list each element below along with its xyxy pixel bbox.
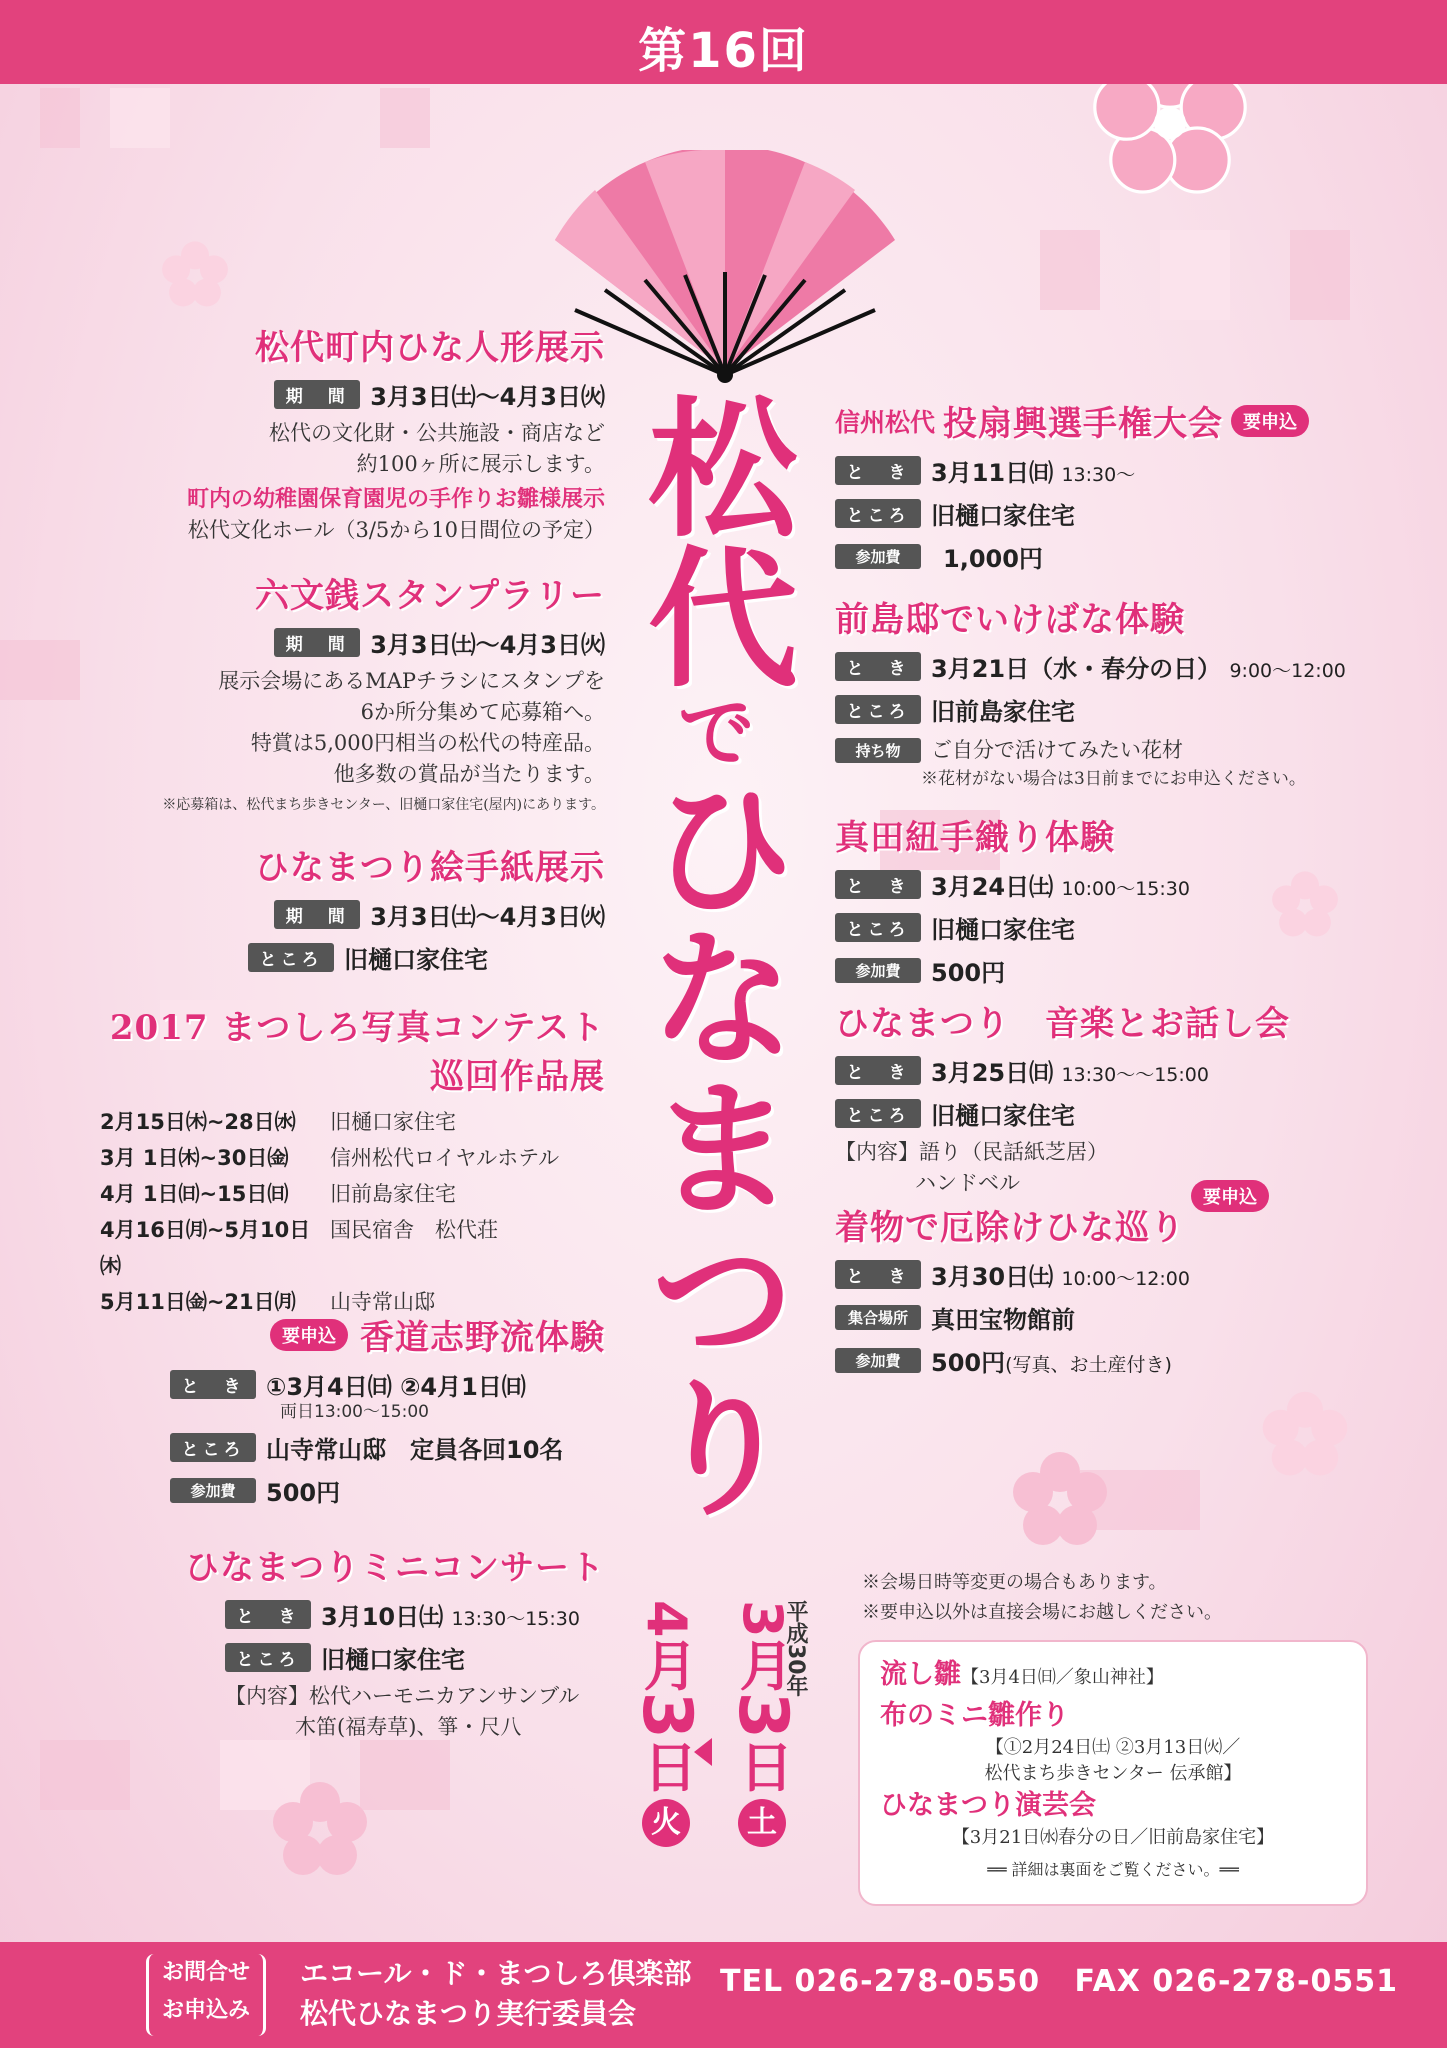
fee-tag: 参加費 (170, 1478, 256, 1503)
inquiry-label (146, 1954, 266, 2036)
bring-tag: 持ち物 (835, 738, 921, 763)
end-month: 4 (635, 1600, 698, 1638)
when-tag: と き (835, 1056, 921, 1085)
plum-blossom-icon (1010, 1450, 1110, 1550)
section-ikebana (835, 592, 1395, 792)
period-tag: 期 間 (274, 900, 360, 929)
desc-line: 6か所分集めて応募箱へ。 (360, 700, 605, 724)
when-value: 3月11日㈰ (931, 459, 1054, 487)
info-title: 布のミニ雛作り (880, 1700, 1069, 1731)
section-doll-display (70, 320, 605, 546)
when-sub: 両日13:00～15:00 (280, 1402, 429, 1422)
desc-line: 約100ヶ所に展示します。 (356, 452, 605, 476)
bring-value: ご自分で活けてみたい花材 (931, 738, 1183, 762)
table-row (100, 1176, 605, 1212)
section-title: 六文銭スタンプラリー (255, 576, 605, 616)
organizer (300, 1954, 691, 2034)
contest-venue: 信州松代ロイヤルホテル (330, 1146, 560, 1170)
end-month-unit: 月 (635, 1637, 698, 1692)
info-value: 松代まち歩きセンター 伝承館】 (984, 1763, 1242, 1784)
section-letter-display (70, 840, 605, 975)
section-fan-throwing (835, 396, 1395, 574)
desc-line: 他多数の賞品が当たります。 (333, 762, 605, 786)
fee-value: 500円 (931, 959, 1006, 987)
section-title: 投扇興選手権大会 (943, 404, 1224, 444)
bg-tile (1160, 230, 1230, 320)
organizer-line: エコール・ド・まつしろ倶楽部 (300, 1957, 692, 1990)
fee-note: (写真、お土産付き) (1005, 1354, 1172, 1376)
section-title: ひなまつりミニコンサート (185, 1548, 605, 1588)
place-tag: ところ (225, 1643, 311, 1672)
period-tag: 期 間 (274, 628, 360, 657)
end-date (627, 1600, 706, 1847)
plum-blossom-icon (160, 240, 230, 310)
table-row (100, 1212, 605, 1284)
contact-numbers (720, 1964, 1398, 1999)
bg-tile (40, 88, 80, 148)
end-day: 3 (627, 1691, 706, 1739)
time-value: 13:30～～15:00 (1061, 1064, 1209, 1086)
contest-date: 4月 1日㈰~15日㈰ (100, 1182, 289, 1206)
arrow-left-icon (694, 1738, 712, 1766)
contest-schedule (100, 1104, 605, 1320)
footer-band (0, 1942, 1447, 2048)
bg-tile (380, 88, 430, 148)
section-prefix: 信州松代 (835, 407, 936, 437)
section-title: 香道志野流体験 (360, 1318, 605, 1358)
place-value: 旧前島家住宅 (931, 698, 1075, 726)
end-weekday-badge: 火 (642, 1799, 690, 1847)
section-stamp-rally (70, 568, 605, 821)
section-music-talk (835, 996, 1395, 1199)
place-tag: ところ (835, 499, 921, 528)
main-title-part2: で (663, 690, 757, 770)
tel-number[interactable]: TEL 026-278-0550 (720, 1964, 1041, 1999)
period-value: 3月3日㈯～4月3日㈫ (370, 903, 605, 931)
fee-value: 500円 (931, 1349, 1006, 1377)
when-tag: と き (835, 1260, 921, 1289)
place-tag: ところ (248, 943, 334, 972)
bg-tile (110, 88, 170, 148)
inquiry-line: お申込み (161, 1998, 250, 2023)
section-kimono-tour (835, 1180, 1395, 1378)
note-line: ※要申込以外は直接会場にお越しください。 (862, 1602, 1222, 1623)
info-title: ひなまつり演芸会 (880, 1790, 1096, 1821)
section-weaving (835, 810, 1395, 988)
info-value: 【3月4日㈰／象山神社】 (961, 1667, 1164, 1688)
sub-title: 町内の幼稚園保育園児の手作りお雛様展示 (186, 486, 605, 512)
place-value: 旧樋口家住宅 (931, 916, 1075, 944)
section-title: 着物で厄除けひな巡り (835, 1208, 1185, 1248)
desc-line: 松代文化ホール（3/5から10日間位の予定） (187, 518, 605, 542)
start-day: 3 (723, 1691, 802, 1739)
main-title-part3: ひなまつり (622, 770, 798, 1520)
info-box (858, 1640, 1368, 1906)
contest-venue: 旧樋口家住宅 (330, 1110, 456, 1134)
fee-value: 1,000円 (943, 545, 1043, 573)
when-tag: と き (835, 456, 921, 485)
contest-date: 2月15日㈭~28日㈬ (100, 1110, 296, 1134)
fee-tag: 参加費 (835, 958, 921, 983)
place-value: 旧樋口家住宅 (344, 946, 488, 974)
main-title-part1: 松代 (622, 390, 798, 690)
section-title: ひなまつり絵手紙展示 (255, 848, 605, 888)
place-value: 旧樋口家住宅 (931, 502, 1075, 530)
content-line: ハンドベル (915, 1171, 1020, 1195)
place-tag: ところ (835, 913, 921, 942)
meeting-place-tag: 集合場所 (835, 1305, 921, 1330)
period-tag: 期 間 (274, 380, 360, 409)
place-value: 山寺常山邸 定員各回10名 (266, 1436, 564, 1464)
start-day-unit: 日 (731, 1738, 794, 1793)
info-footnote: ══ 詳細は裏面をご覧ください。══ (987, 1860, 1239, 1879)
main-title (620, 390, 800, 1520)
when-tag: と き (835, 652, 921, 681)
start-month-unit: 月 (731, 1637, 794, 1692)
desc-line: 展示会場にあるMAPチラシにスタンプを (218, 669, 605, 693)
place-value: 旧樋口家住宅 (321, 1646, 465, 1674)
fee-tag: 参加費 (835, 1348, 921, 1373)
period-value: 3月3日㈯～4月3日㈫ (370, 631, 605, 659)
start-month: 3 (731, 1600, 794, 1638)
time-value: 10:00～12:00 (1061, 1268, 1190, 1290)
contest-venue: 国民宿舎 松代荘 (330, 1218, 498, 1242)
content-line: 【内容】語り（民話紙芝居） (835, 1140, 1108, 1164)
when-tag: と き (835, 870, 921, 899)
place-tag: ところ (835, 1099, 921, 1128)
place-value: 旧樋口家住宅 (931, 1102, 1075, 1130)
when-value: 3月30日㈯ (931, 1263, 1054, 1291)
note-line: ※花材がない場合は3日前までにお申込ください。 (921, 769, 1306, 789)
table-row (100, 1140, 605, 1176)
bg-tile (0, 640, 80, 700)
inquiry-line: お問合せ (161, 1960, 250, 1985)
registration-required-badge: 要申込 (270, 1319, 348, 1351)
when-value: 3月24日㈯ (931, 873, 1054, 901)
time-value: 13:30～15:30 (451, 1608, 580, 1630)
content-line: 木笛(福寿草)、箏・尺八 (295, 1715, 522, 1739)
info-value: 【3月21日㈬春分の日／旧前島家住宅】 (951, 1827, 1275, 1848)
section-photo-contest (100, 1000, 605, 1320)
start-weekday-badge: 土 (738, 1799, 786, 1847)
info-value: 【①2月24日㈯ ②3月13日㈫／ (985, 1737, 1241, 1758)
desc-line: 特賞は5,000円相当の松代の特産品。 (250, 731, 605, 755)
time-value: 9:00～12:00 (1229, 660, 1346, 682)
section-title: 巡回作品展 (430, 1057, 605, 1097)
organizer-line: 松代ひなまつり実行委員会 (300, 1997, 637, 2030)
contest-venue: 旧前島家住宅 (330, 1182, 456, 1206)
when-value: 3月25日㈰ (931, 1059, 1054, 1087)
when-value: ①3月4日㈰ ②4月1日㈰ (266, 1373, 526, 1401)
when-value: 3月21日（水・春分の日） (931, 655, 1222, 683)
info-title: 流し雛 (880, 1659, 961, 1690)
contest-date: 5月11日㈮~21日㈪ (100, 1290, 296, 1314)
contest-venue: 山寺常山邸 (330, 1290, 435, 1314)
desc-line: 松代の文化財・公共施設・商店など (269, 421, 605, 445)
era-label: 平成30年 (783, 1600, 808, 1697)
bg-tile (1040, 230, 1100, 310)
fax-number: FAX 026-278-0551 (1074, 1964, 1399, 1999)
registration-required-badge: 要申込 (1191, 1180, 1269, 1212)
edition-label: 第16回 (638, 23, 809, 79)
content-line: 【内容】松代ハーモニカアンサンブル (225, 1684, 580, 1708)
bg-tile (40, 1740, 130, 1810)
note-line: ※会場日時等変更の場合もあります。 (862, 1572, 1167, 1593)
date-range (627, 1600, 806, 1940)
fee-value: 500円 (266, 1479, 341, 1507)
place-tag: ところ (170, 1433, 256, 1462)
table-row (100, 1104, 605, 1140)
section-title: 前島邸でいけばな体験 (835, 600, 1185, 640)
contest-date: 4月16日㈪~5月10日㈭ (100, 1218, 311, 1278)
time-value: 13:30～ (1061, 464, 1136, 486)
contest-date: 3月 1日㈭~30日㈮ (100, 1146, 289, 1170)
plum-blossom-icon (270, 1780, 370, 1880)
when-tag: と き (225, 1600, 311, 1629)
place-tag: ところ (835, 695, 921, 724)
section-incense (170, 1310, 605, 1508)
notes (862, 1568, 1222, 1628)
section-title: 松代町内ひな人形展示 (255, 328, 605, 368)
bg-tile (1290, 230, 1350, 320)
section-title: 真田紐手織り体験 (835, 818, 1115, 858)
end-day-unit: 日 (635, 1738, 698, 1793)
fee-tag: 参加費 (835, 544, 921, 569)
bg-tile (360, 1740, 450, 1810)
section-mini-concert (170, 1540, 605, 1743)
time-value: 10:00～15:30 (1061, 878, 1190, 900)
plum-blossom-icon (1260, 1390, 1350, 1480)
when-tag: と き (170, 1370, 256, 1399)
registration-required-badge: 要申込 (1231, 405, 1309, 437)
period-value: 3月3日㈯～4月3日㈫ (370, 383, 605, 411)
note-line: ※応募箱は、松代まち歩きセンター、旧樋口家住宅(屋内)にあります。 (162, 797, 605, 813)
section-title: 2017 まつしろ写真コンテスト (109, 1008, 605, 1048)
section-title: ひなまつり 音楽とお話し会 (835, 1004, 1290, 1044)
place-value: 真田宝物館前 (931, 1306, 1075, 1334)
when-value: 3月10日㈯ (321, 1603, 444, 1631)
